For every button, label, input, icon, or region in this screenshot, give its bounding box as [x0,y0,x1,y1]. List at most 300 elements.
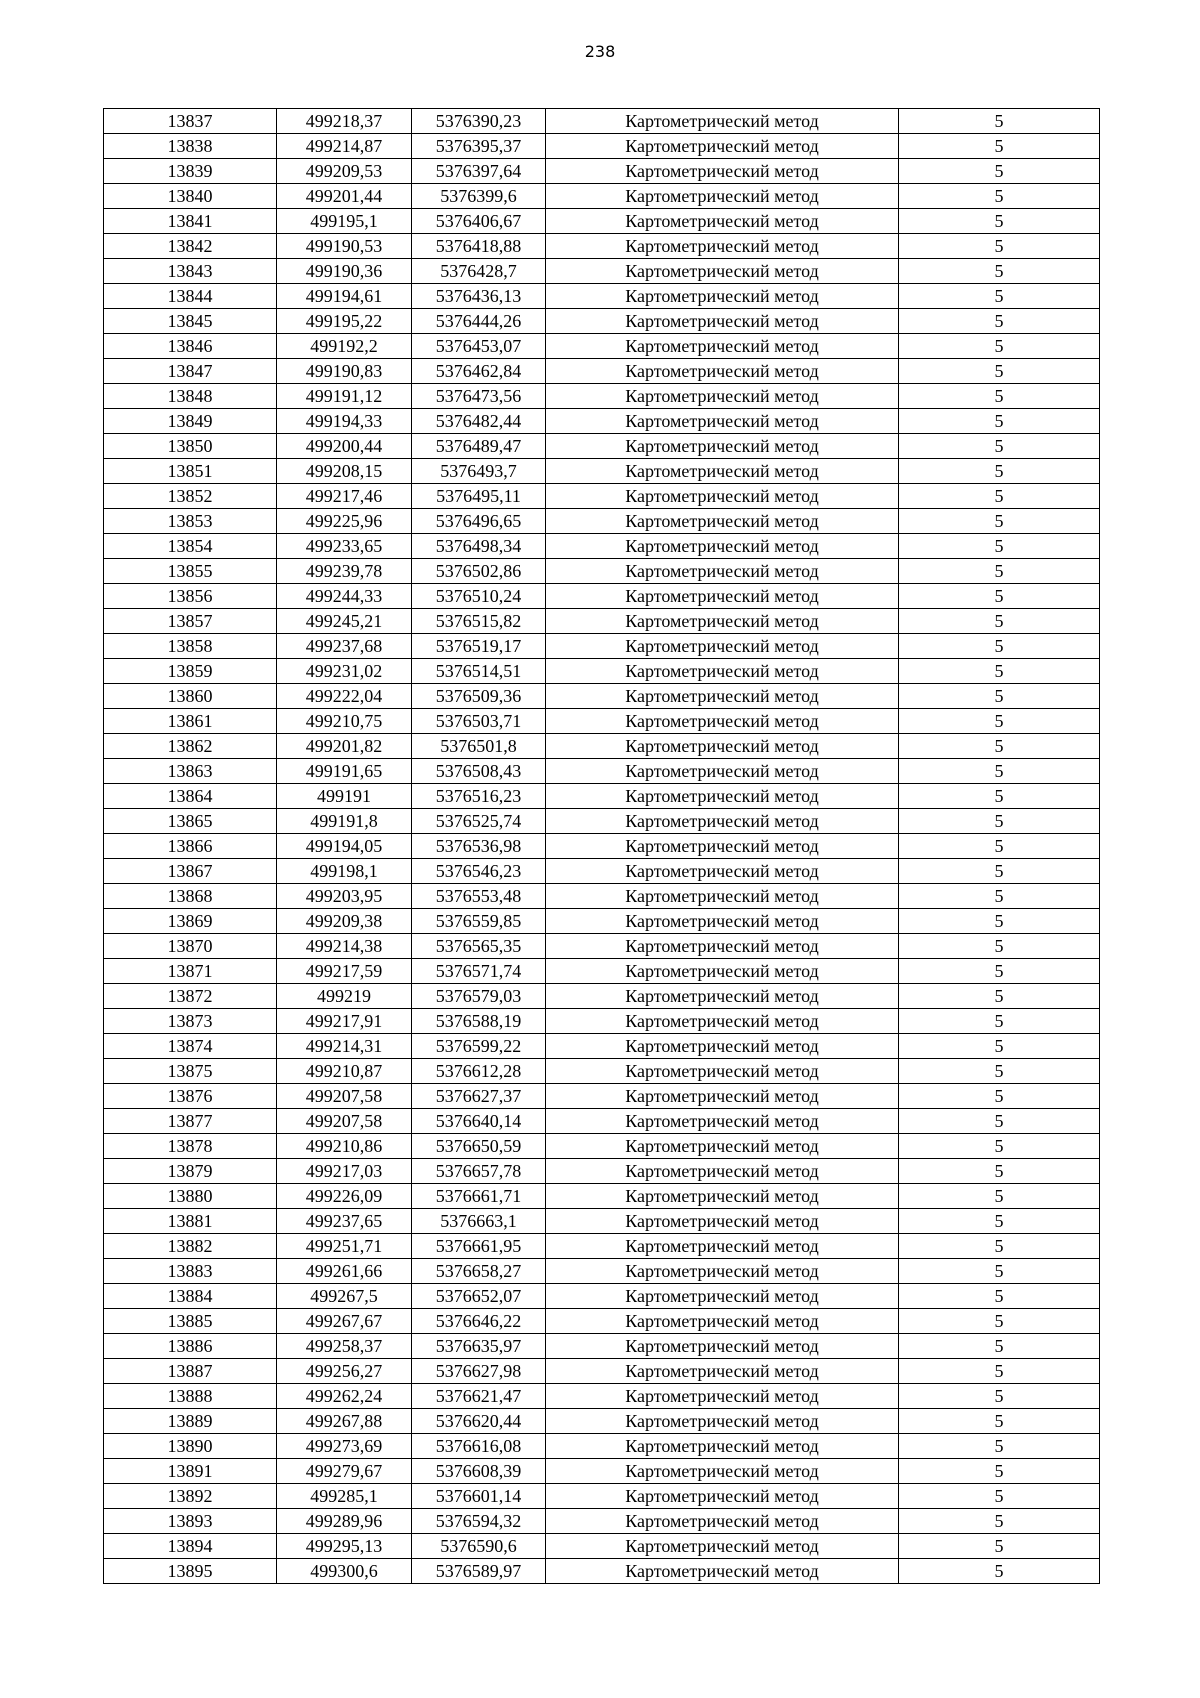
x-coordinate-cell: 499191,12 [277,384,412,409]
accuracy-cell: 5 [899,1484,1100,1509]
accuracy-cell: 5 [899,1359,1100,1384]
table-row [104,1509,1100,1534]
point-number-cell: 13849 [104,409,277,434]
page-number: 238 [584,42,616,61]
table-row [104,1559,1100,1584]
x-coordinate-cell: 499251,71 [277,1234,412,1259]
method-cell: Картометрический метод [546,1509,899,1534]
table-row [104,934,1100,959]
accuracy-cell: 5 [899,209,1100,234]
table-row [104,359,1100,384]
y-coordinate-cell: 5376496,65 [412,509,546,534]
y-coordinate-cell: 5376428,7 [412,259,546,284]
x-coordinate-cell: 499256,27 [277,1359,412,1384]
method-cell: Картометрический метод [546,709,899,734]
x-coordinate-cell: 499192,2 [277,334,412,359]
table-row [104,1034,1100,1059]
y-coordinate-cell: 5376559,85 [412,909,546,934]
method-cell: Картометрический метод [546,1184,899,1209]
x-coordinate-cell: 499226,09 [277,1184,412,1209]
x-coordinate-cell: 499267,88 [277,1409,412,1434]
y-coordinate-cell: 5376546,23 [412,859,546,884]
method-cell: Картометрический метод [546,484,899,509]
table-row [104,1459,1100,1484]
accuracy-cell: 5 [899,1159,1100,1184]
y-coordinate-cell: 5376661,95 [412,1234,546,1259]
method-cell: Картометрический метод [546,1159,899,1184]
method-cell: Картометрический метод [546,1034,899,1059]
table-row [104,1009,1100,1034]
y-coordinate-cell: 5376498,34 [412,534,546,559]
table-row [104,1109,1100,1134]
point-number-cell: 13888 [104,1384,277,1409]
x-coordinate-cell: 499210,86 [277,1134,412,1159]
method-cell: Картометрический метод [546,609,899,634]
method-cell: Картометрический метод [546,334,899,359]
point-number-cell: 13837 [104,109,277,134]
point-number-cell: 13870 [104,934,277,959]
table-row [104,1534,1100,1559]
method-cell: Картометрический метод [546,909,899,934]
table-row [104,759,1100,784]
point-number-cell: 13873 [104,1009,277,1034]
table-row [104,1159,1100,1184]
y-coordinate-cell: 5376508,43 [412,759,546,784]
method-cell: Картометрический метод [546,1084,899,1109]
x-coordinate-cell: 499217,03 [277,1159,412,1184]
coordinates-table [103,108,1100,1584]
accuracy-cell: 5 [899,1059,1100,1084]
table-row [104,134,1100,159]
table-row [104,1184,1100,1209]
accuracy-cell: 5 [899,784,1100,809]
y-coordinate-cell: 5376444,26 [412,309,546,334]
method-cell: Картометрический метод [546,934,899,959]
accuracy-cell: 5 [899,1459,1100,1484]
point-number-cell: 13881 [104,1209,277,1234]
method-cell: Картометрический метод [546,159,899,184]
accuracy-cell: 5 [899,859,1100,884]
point-number-cell: 13839 [104,159,277,184]
y-coordinate-cell: 5376495,11 [412,484,546,509]
method-cell: Картометрический метод [546,584,899,609]
x-coordinate-cell: 499191,65 [277,759,412,784]
table-row [104,959,1100,984]
method-cell: Картометрический метод [546,359,899,384]
accuracy-cell: 5 [899,284,1100,309]
table-row [104,259,1100,284]
y-coordinate-cell: 5376503,71 [412,709,546,734]
method-cell: Картометрический метод [546,1334,899,1359]
method-cell: Картометрический метод [546,834,899,859]
accuracy-cell: 5 [899,809,1100,834]
accuracy-cell: 5 [899,184,1100,209]
point-number-cell: 13844 [104,284,277,309]
x-coordinate-cell: 499217,46 [277,484,412,509]
y-coordinate-cell: 5376515,82 [412,609,546,634]
accuracy-cell: 5 [899,334,1100,359]
y-coordinate-cell: 5376514,51 [412,659,546,684]
x-coordinate-cell: 499214,38 [277,934,412,959]
y-coordinate-cell: 5376658,27 [412,1259,546,1284]
x-coordinate-cell: 499218,37 [277,109,412,134]
accuracy-cell: 5 [899,1534,1100,1559]
method-cell: Картометрический метод [546,1209,899,1234]
accuracy-cell: 5 [899,884,1100,909]
table-row [104,1434,1100,1459]
x-coordinate-cell: 499231,02 [277,659,412,684]
point-number-cell: 13871 [104,959,277,984]
y-coordinate-cell: 5376661,71 [412,1184,546,1209]
x-coordinate-cell: 499222,04 [277,684,412,709]
table-row [104,459,1100,484]
point-number-cell: 13840 [104,184,277,209]
y-coordinate-cell: 5376501,8 [412,734,546,759]
x-coordinate-cell: 499217,59 [277,959,412,984]
y-coordinate-cell: 5376462,84 [412,359,546,384]
method-cell: Картометрический метод [546,234,899,259]
accuracy-cell: 5 [899,1259,1100,1284]
x-coordinate-cell: 499190,53 [277,234,412,259]
x-coordinate-cell: 499210,75 [277,709,412,734]
point-number-cell: 13842 [104,234,277,259]
point-number-cell: 13855 [104,559,277,584]
method-cell: Картометрический метод [546,559,899,584]
y-coordinate-cell: 5376510,24 [412,584,546,609]
accuracy-cell: 5 [899,609,1100,634]
x-coordinate-cell: 499194,05 [277,834,412,859]
x-coordinate-cell: 499209,38 [277,909,412,934]
y-coordinate-cell: 5376589,97 [412,1559,546,1584]
point-number-cell: 13864 [104,784,277,809]
table-row [104,1084,1100,1109]
y-coordinate-cell: 5376663,1 [412,1209,546,1234]
y-coordinate-cell: 5376652,07 [412,1284,546,1309]
point-number-cell: 13874 [104,1034,277,1059]
x-coordinate-cell: 499209,53 [277,159,412,184]
method-cell: Картометрический метод [546,509,899,534]
point-number-cell: 13850 [104,434,277,459]
point-number-cell: 13891 [104,1459,277,1484]
point-number-cell: 13858 [104,634,277,659]
table-row [104,434,1100,459]
method-cell: Картометрический метод [546,884,899,909]
method-cell: Картометрический метод [546,984,899,1009]
table-row [104,809,1100,834]
method-cell: Картометрический метод [546,1059,899,1084]
point-number-cell: 13845 [104,309,277,334]
method-cell: Картометрический метод [546,684,899,709]
table-row [104,734,1100,759]
method-cell: Картометрический метод [546,1559,899,1584]
method-cell: Картометрический метод [546,1359,899,1384]
y-coordinate-cell: 5376640,14 [412,1109,546,1134]
table-row [104,559,1100,584]
method-cell: Картометрический метод [546,1534,899,1559]
y-coordinate-cell: 5376453,07 [412,334,546,359]
table-row [104,634,1100,659]
x-coordinate-cell: 499203,95 [277,884,412,909]
point-number-cell: 13853 [104,509,277,534]
x-coordinate-cell: 499285,1 [277,1484,412,1509]
y-coordinate-cell: 5376482,44 [412,409,546,434]
accuracy-cell: 5 [899,384,1100,409]
point-number-cell: 13856 [104,584,277,609]
accuracy-cell: 5 [899,1034,1100,1059]
table-row [104,1409,1100,1434]
y-coordinate-cell: 5376525,74 [412,809,546,834]
point-number-cell: 13868 [104,884,277,909]
method-cell: Картометрический метод [546,284,899,309]
accuracy-cell: 5 [899,259,1100,284]
x-coordinate-cell: 499195,1 [277,209,412,234]
y-coordinate-cell: 5376390,23 [412,109,546,134]
point-number-cell: 13887 [104,1359,277,1384]
table-row [104,834,1100,859]
point-number-cell: 13892 [104,1484,277,1509]
point-number-cell: 13894 [104,1534,277,1559]
x-coordinate-cell: 499194,33 [277,409,412,434]
x-coordinate-cell: 499207,58 [277,1109,412,1134]
table-row [104,1059,1100,1084]
accuracy-cell: 5 [899,1234,1100,1259]
table-row [104,609,1100,634]
method-cell: Картометрический метод [546,1409,899,1434]
method-cell: Картометрический метод [546,1109,899,1134]
y-coordinate-cell: 5376509,36 [412,684,546,709]
x-coordinate-cell: 499239,78 [277,559,412,584]
x-coordinate-cell: 499210,87 [277,1059,412,1084]
y-coordinate-cell: 5376399,6 [412,184,546,209]
point-number-cell: 13879 [104,1159,277,1184]
y-coordinate-cell: 5376635,97 [412,1334,546,1359]
x-coordinate-cell: 499191,8 [277,809,412,834]
y-coordinate-cell: 5376473,56 [412,384,546,409]
x-coordinate-cell: 499261,66 [277,1259,412,1284]
accuracy-cell: 5 [899,734,1100,759]
point-number-cell: 13861 [104,709,277,734]
x-coordinate-cell: 499233,65 [277,534,412,559]
x-coordinate-cell: 499258,37 [277,1334,412,1359]
accuracy-cell: 5 [899,359,1100,384]
table-row [104,484,1100,509]
x-coordinate-cell: 499190,36 [277,259,412,284]
x-coordinate-cell: 499267,5 [277,1284,412,1309]
accuracy-cell: 5 [899,1334,1100,1359]
method-cell: Картометрический метод [546,1259,899,1284]
accuracy-cell: 5 [899,1134,1100,1159]
coordinates-table-body [104,109,1100,1584]
method-cell: Картометрический метод [546,1009,899,1034]
accuracy-cell: 5 [899,659,1100,684]
method-cell: Картометрический метод [546,184,899,209]
method-cell: Картометрический метод [546,209,899,234]
x-coordinate-cell: 499279,67 [277,1459,412,1484]
x-coordinate-cell: 499201,82 [277,734,412,759]
point-number-cell: 13846 [104,334,277,359]
table-row [104,534,1100,559]
accuracy-cell: 5 [899,434,1100,459]
point-number-cell: 13852 [104,484,277,509]
y-coordinate-cell: 5376616,08 [412,1434,546,1459]
table-row [104,984,1100,1009]
x-coordinate-cell: 499200,44 [277,434,412,459]
method-cell: Картометрический метод [546,659,899,684]
y-coordinate-cell: 5376657,78 [412,1159,546,1184]
accuracy-cell: 5 [899,634,1100,659]
table-row [104,884,1100,909]
accuracy-cell: 5 [899,1509,1100,1534]
y-coordinate-cell: 5376516,23 [412,784,546,809]
table-row [104,1234,1100,1259]
accuracy-cell: 5 [899,909,1100,934]
method-cell: Картометрический метод [546,784,899,809]
method-cell: Картометрический метод [546,734,899,759]
accuracy-cell: 5 [899,1384,1100,1409]
point-number-cell: 13885 [104,1309,277,1334]
point-number-cell: 13878 [104,1134,277,1159]
method-cell: Картометрический метод [546,534,899,559]
point-number-cell: 13890 [104,1434,277,1459]
table-row [104,334,1100,359]
method-cell: Картометрический метод [546,384,899,409]
table-row [104,109,1100,134]
accuracy-cell: 5 [899,1009,1100,1034]
y-coordinate-cell: 5376627,98 [412,1359,546,1384]
table-row [104,784,1100,809]
method-cell: Картометрический метод [546,1484,899,1509]
table-row [104,1359,1100,1384]
method-cell: Картометрический метод [546,1284,899,1309]
point-number-cell: 13893 [104,1509,277,1534]
point-number-cell: 13869 [104,909,277,934]
accuracy-cell: 5 [899,1559,1100,1584]
accuracy-cell: 5 [899,1084,1100,1109]
point-number-cell: 13841 [104,209,277,234]
y-coordinate-cell: 5376590,6 [412,1534,546,1559]
y-coordinate-cell: 5376493,7 [412,459,546,484]
y-coordinate-cell: 5376489,47 [412,434,546,459]
y-coordinate-cell: 5376621,47 [412,1384,546,1409]
method-cell: Картометрический метод [546,1134,899,1159]
accuracy-cell: 5 [899,1109,1100,1134]
y-coordinate-cell: 5376436,13 [412,284,546,309]
method-cell: Картометрический метод [546,309,899,334]
accuracy-cell: 5 [899,834,1100,859]
table-row [104,584,1100,609]
point-number-cell: 13889 [104,1409,277,1434]
x-coordinate-cell: 499214,31 [277,1034,412,1059]
method-cell: Картометрический метод [546,859,899,884]
point-number-cell: 13875 [104,1059,277,1084]
x-coordinate-cell: 499225,96 [277,509,412,534]
table-row [104,659,1100,684]
method-cell: Картометрический метод [546,259,899,284]
accuracy-cell: 5 [899,1184,1100,1209]
accuracy-cell: 5 [899,959,1100,984]
y-coordinate-cell: 5376608,39 [412,1459,546,1484]
x-coordinate-cell: 499195,22 [277,309,412,334]
x-coordinate-cell: 499214,87 [277,134,412,159]
accuracy-cell: 5 [899,109,1100,134]
x-coordinate-cell: 499289,96 [277,1509,412,1534]
accuracy-cell: 5 [899,584,1100,609]
method-cell: Картометрический метод [546,634,899,659]
table-row [104,234,1100,259]
accuracy-cell: 5 [899,534,1100,559]
x-coordinate-cell: 499198,1 [277,859,412,884]
x-coordinate-cell: 499191 [277,784,412,809]
y-coordinate-cell: 5376571,74 [412,959,546,984]
table-row [104,184,1100,209]
accuracy-cell: 5 [899,559,1100,584]
y-coordinate-cell: 5376594,32 [412,1509,546,1534]
method-cell: Картометрический метод [546,1384,899,1409]
point-number-cell: 13860 [104,684,277,709]
accuracy-cell: 5 [899,984,1100,1009]
accuracy-cell: 5 [899,409,1100,434]
method-cell: Картометрический метод [546,1434,899,1459]
point-number-cell: 13880 [104,1184,277,1209]
accuracy-cell: 5 [899,134,1100,159]
point-number-cell: 13884 [104,1284,277,1309]
y-coordinate-cell: 5376395,37 [412,134,546,159]
table-row [104,1284,1100,1309]
table-row [104,409,1100,434]
accuracy-cell: 5 [899,684,1100,709]
y-coordinate-cell: 5376646,22 [412,1309,546,1334]
y-coordinate-cell: 5376627,37 [412,1084,546,1109]
method-cell: Картометрический метод [546,759,899,784]
method-cell: Картометрический метод [546,1459,899,1484]
table-row [104,909,1100,934]
y-coordinate-cell: 5376418,88 [412,234,546,259]
accuracy-cell: 5 [899,1284,1100,1309]
method-cell: Картометрический метод [546,434,899,459]
table-row [104,1209,1100,1234]
table-row [104,309,1100,334]
y-coordinate-cell: 5376650,59 [412,1134,546,1159]
point-number-cell: 13854 [104,534,277,559]
accuracy-cell: 5 [899,234,1100,259]
accuracy-cell: 5 [899,1209,1100,1234]
method-cell: Картометрический метод [546,1309,899,1334]
table-row [104,1334,1100,1359]
point-number-cell: 13866 [104,834,277,859]
y-coordinate-cell: 5376565,35 [412,934,546,959]
accuracy-cell: 5 [899,484,1100,509]
y-coordinate-cell: 5376601,14 [412,1484,546,1509]
y-coordinate-cell: 5376588,19 [412,1009,546,1034]
x-coordinate-cell: 499245,21 [277,609,412,634]
table-row [104,709,1100,734]
table-row [104,284,1100,309]
point-number-cell: 13877 [104,1109,277,1134]
point-number-cell: 13857 [104,609,277,634]
accuracy-cell: 5 [899,309,1100,334]
table-row [104,1134,1100,1159]
y-coordinate-cell: 5376620,44 [412,1409,546,1434]
accuracy-cell: 5 [899,759,1100,784]
accuracy-cell: 5 [899,509,1100,534]
method-cell: Картометрический метод [546,959,899,984]
point-number-cell: 13859 [104,659,277,684]
accuracy-cell: 5 [899,159,1100,184]
x-coordinate-cell: 499207,58 [277,1084,412,1109]
x-coordinate-cell: 499208,15 [277,459,412,484]
point-number-cell: 13882 [104,1234,277,1259]
x-coordinate-cell: 499300,6 [277,1559,412,1584]
